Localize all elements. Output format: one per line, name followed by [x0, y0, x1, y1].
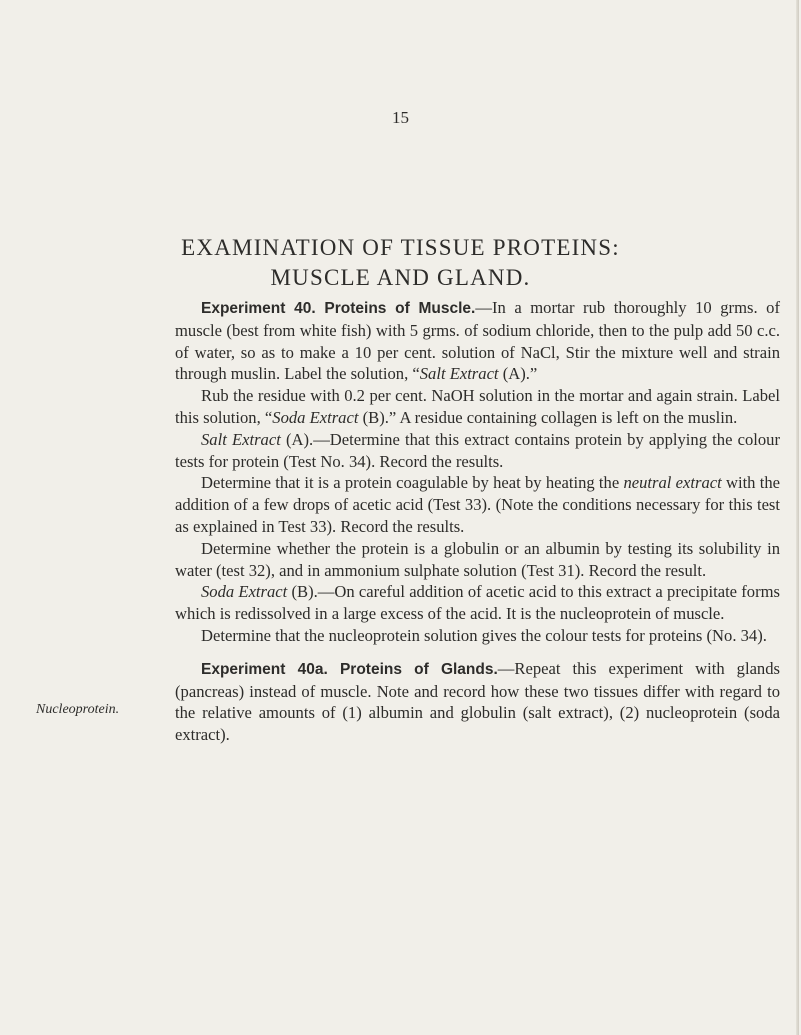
title-line-1: EXAMINATION OF TISSUE PROTEINS: [181, 235, 620, 260]
title-line-2: MUSCLE AND GLAND. [270, 265, 531, 290]
salt-extract-paragraph [175, 429, 780, 473]
exp40a-heading: Experiment 40a. Proteins of Glands. [201, 660, 498, 678]
soda-extract-paragraph [175, 581, 780, 625]
salt-extract-heading: Salt Extract [201, 429, 281, 449]
exp40-heading: Experiment 40. Proteins of Muscle. [201, 300, 476, 317]
exp40-p2 [175, 385, 780, 429]
coagulation-text-a: Determine that it is a protein coagulable by heat by heating the [201, 473, 624, 493]
coagulation-text-b: with the addition of a few drops of acetic acid (Test 33). (Note the conditions necessary for this test as explained in Test 33). Record the results. [175, 473, 781, 536]
exp40-p2-text: Rub the residue with 0.2 per cent. NaOH solution in the mortar and again strain. Label this solution, “ [175, 386, 780, 427]
soda-extract-text: (B).—On careful addition of acetic acid to this extract a precipitate forms which is redissolved in a large excess of the acid. It is the nucleoprotein of muscle. [175, 582, 780, 624]
page-title [0, 233, 801, 293]
exp40-p1-end: (A).” [498, 364, 538, 384]
solubility-paragraph: Determine whether the protein is a globulin or an albumin by testing its solubility in water (test 32), and in ammonium sulphate solution (Test 31). Record the result. [175, 538, 780, 580]
exp40-p2-em: Soda Extract [272, 407, 359, 427]
soda-extract-heading: Soda Extract [201, 582, 288, 602]
exp40-intro [175, 297, 780, 385]
page-number: 15 [392, 108, 409, 127]
body-text [175, 297, 780, 746]
exp40a-text: —Repeat this experiment with glands (pancreas) instead of muscle. Note and record how these two tissues differ with regard to the relative amounts of (1) albumin and globulin (salt extract), (2) nucleoprotein (soda extract). [175, 658, 780, 745]
exp40-p1: —In a mortar rub thoroughly 10 grms. of muscle (best from white fish) with 5 grms. of sodium chloride, then to the pulp add 50 c.c. of water, so as to make a 10 per cent. solution of NaCl, Stir the mixture well and strain through muslin. Label the solution, “ [175, 298, 780, 384]
exp40-p2-end: (B).” A residue containing collagen is left on the muslin. [358, 407, 738, 427]
salt-extract-text: (A).—Determine that this extract contains protein by applying the colour tests for protein (Test No. 34). Record the results. [175, 429, 781, 471]
margin-note-nucleoprotein: Nucleoprotein. [36, 702, 120, 717]
exp40a-paragraph [175, 658, 780, 746]
coagulation-paragraph [175, 472, 780, 537]
nucleoprotein-colour-paragraph: Determine that the nucleoprotein solution gives the colour tests for proteins (No. 34). [201, 625, 767, 645]
neutral-extract-em: neutral extract [623, 473, 722, 493]
page-edge-shadow [796, 0, 799, 1035]
exp40-p1-em: Salt Extract [419, 364, 499, 384]
